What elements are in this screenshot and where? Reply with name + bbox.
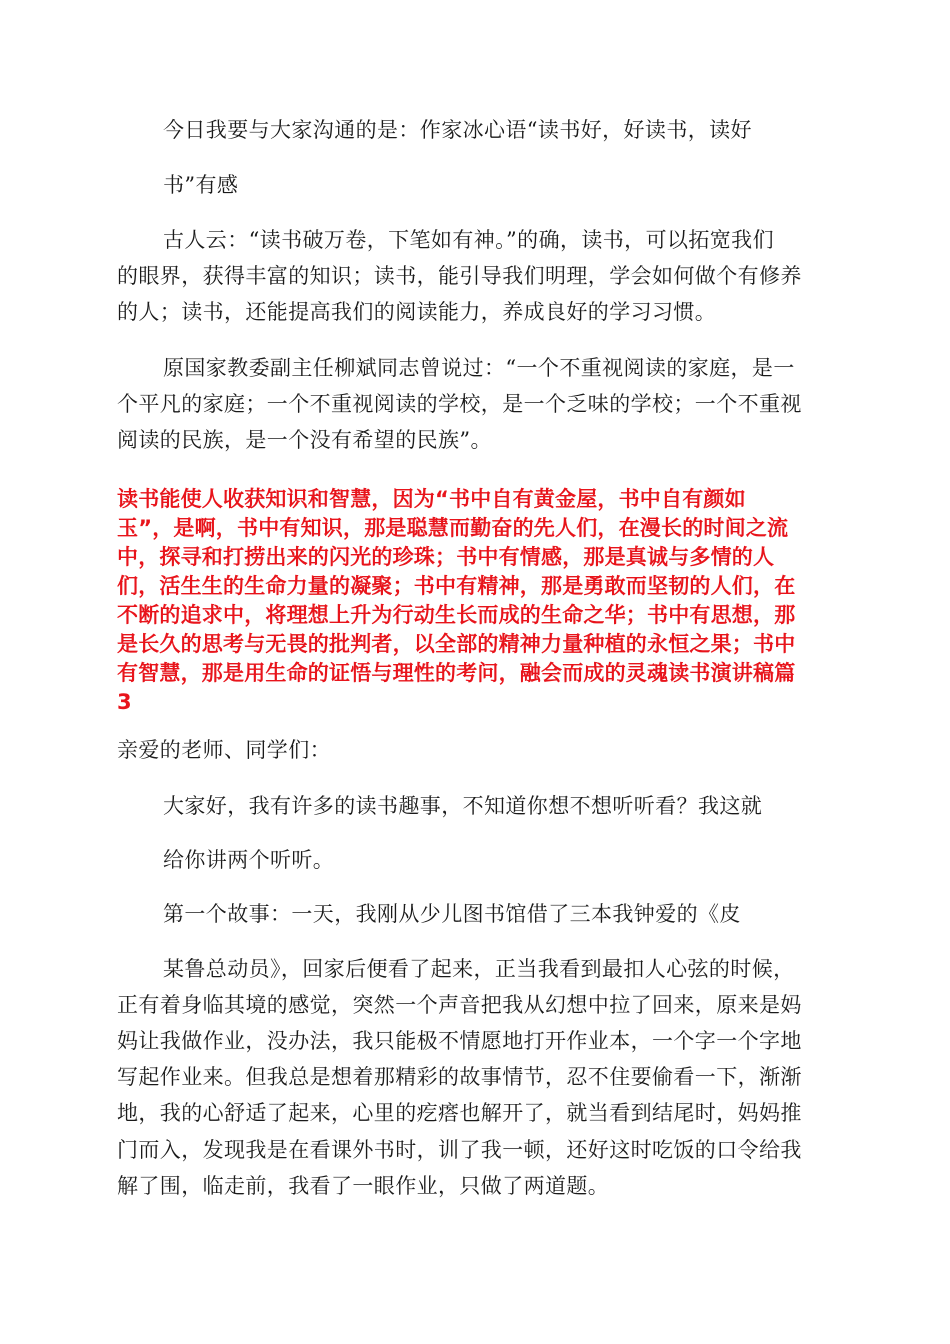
highlight-line: 们，活生生的生命力量的凝聚；书中有精神，那是勇敢而坚韧的人们，在	[117, 574, 796, 598]
paragraph-line: 写起作业来。但我总是想着那精彩的故事情节，忍不住要偷看一下，渐渐	[117, 1065, 802, 1089]
highlight-line: 不断的追求中，将理想上升为行动生长而成的生命之华；书中有思想，那	[117, 603, 796, 627]
highlight-line: 中，探寻和打捞出来的闪光的珍珠；书中有情感，那是真诚与多情的人	[117, 545, 775, 569]
paragraph-line: 书”有感	[163, 173, 239, 197]
paragraph-line: 正有着身临其境的感觉，突然一个声音把我从幻想中拉了回来，原来是妈	[117, 993, 802, 1017]
paragraph-line: 古人云：“读书破万卷，下笔如有神。”的确，读书，可以拓宽我们	[163, 228, 774, 252]
highlight-line: 玉”，是啊，书中有知识，那是聪慧而勤奋的先人们，在漫长的时间之流	[117, 516, 789, 540]
paragraph-line: 某鲁总动员》，回家后便看了起来，正当我看到最扣人心弦的时候，	[163, 957, 795, 981]
paragraph-line: 门而入，发现我是在看课外书时，训了我一顿，还好这时吃饭的口令给我	[117, 1138, 802, 1162]
paragraph-line: 解了围，临走前，我看了一眼作业，只做了两道题。	[117, 1174, 610, 1198]
paragraph-line: 大家好，我有许多的读书趣事，不知道你想不想听听看？我这就	[163, 794, 763, 818]
highlight-line: 是长久的思考与无畏的批判者，以全部的精神力量种植的永恒之果；书中	[117, 632, 796, 656]
highlight-line: 3	[117, 690, 132, 714]
paragraph-line: 地，我的心舒适了起来，心里的疙瘩也解开了，就当看到结尾时，妈妈推	[117, 1101, 802, 1125]
highlight-line: 读书能使人收获知识和智慧，因为“书中自有黄金屋，书中自有颜如	[117, 487, 746, 511]
paragraph-line: 给你讲两个听听。	[163, 848, 335, 872]
paragraph-line: 第一个故事：一天，我刚从少儿图书馆借了三本我钟爱的《皮	[163, 902, 741, 926]
paragraph-line: 的人；读书，还能提高我们的阅读能力，养成良好的学习习惯。	[117, 300, 717, 324]
paragraph-line: 的眼界，获得丰富的知识；读书，能引导我们明理，学会如何做个有修养	[117, 264, 802, 288]
greeting: 亲爱的老师、同学们：	[117, 738, 331, 762]
paragraph-line: 妈让我做作业，没办法，我只能极不情愿地打开作业本，一个字一个字地	[117, 1029, 802, 1053]
paragraph-line: 原国家教委副主任柳斌同志曾说过：“一个不重视阅读的家庭，是一	[163, 356, 795, 380]
paragraph-line: 阅读的民族，是一个没有希望的民族”。	[117, 428, 492, 452]
paragraph-line: 今日我要与大家沟通的是：作家冰心语“读书好，好读书，读好	[163, 118, 752, 142]
highlight-line: 有智慧，那是用生命的证悟与理性的考问，融会而成的灵魂读书演讲稿篇	[117, 661, 796, 685]
paragraph-line: 个平凡的家庭；一个不重视阅读的学校，是一个乏味的学校；一个不重视	[117, 392, 802, 416]
